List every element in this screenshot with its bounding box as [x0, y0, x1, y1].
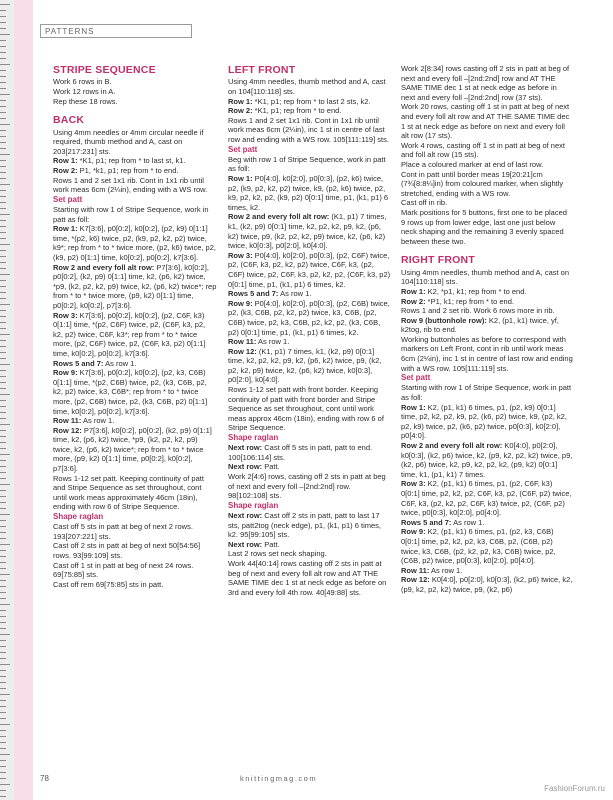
ruler-tick: [0, 490, 6, 491]
ruler-tick: [0, 154, 10, 155]
ruler-tick: [0, 502, 6, 503]
ruler-tick: [0, 334, 10, 335]
row-instruction: Patt.: [262, 462, 280, 472]
row-label: Rows 5 and 7:: [53, 358, 104, 368]
ruler-tick: [0, 448, 6, 449]
row-label: Row 12:: [401, 575, 430, 585]
ruler-tick: [0, 562, 6, 563]
ruler-tick: [0, 442, 6, 443]
pattern-row: [228, 347, 392, 385]
body-text: Starting with row 1 of Stripe Sequence, work in patt as foll:: [401, 383, 572, 403]
pattern-row: [228, 251, 392, 289]
ruler-tick: [0, 718, 6, 719]
subsection-heading: Set patt: [401, 373, 431, 383]
row-instruction: *P1, k1; rep from * to end.: [425, 296, 514, 306]
ruler-tick: [0, 394, 10, 395]
row-label: Row 1:: [401, 286, 426, 296]
ruler-tick: [0, 244, 10, 245]
ruler-tick: [0, 238, 6, 239]
pattern-row: [401, 297, 573, 307]
ruler-tick: [0, 496, 6, 497]
ruler-tick: [0, 622, 6, 623]
row-instruction: K2, (p1, k1) twice, yf, k2tog, rib to end.: [401, 315, 559, 335]
row-label: Row 9:: [401, 527, 426, 537]
row-label: Row 3:: [228, 250, 253, 260]
ruler-tick: [0, 106, 6, 107]
ruler-tick: [0, 352, 6, 353]
body-text: Last 2 rows set neck shaping.: [228, 549, 327, 559]
ruler-tick: [0, 202, 6, 203]
row-instruction: K7[3:6], p0[0:2], k0[0:2], (p2, k9) 0[1:1] time, *(p2, k6) twice, p2, (k9, p2, k2, p2) twice, k9*; rep from * to * twice more, (p2, k6) twice, p2, (k9, p2) 0[1:1] time, k0[0:2], p0[0:2], k7[3:6].: [53, 224, 216, 263]
ruler-tick: [0, 196, 6, 197]
pattern-row: [228, 212, 392, 250]
ruler-tick: [0, 112, 6, 113]
ruler-tick: [0, 364, 10, 365]
row-label: Row 9 (buttonhole row):: [401, 315, 487, 325]
pattern-row: [228, 289, 392, 299]
row-label: Row 1:: [53, 156, 78, 166]
ruler-tick: [0, 544, 10, 545]
ruler-tick: [0, 220, 6, 221]
row-label: Row 12:: [228, 346, 257, 356]
ruler-tick: [0, 604, 10, 605]
ruler-tick: [0, 268, 6, 269]
ruler-tick: [0, 178, 6, 179]
row-instruction: K0[4:0], p0[2:0], k0[0:3], (k2, p6) twice, k2, (p9, k2, p2, k2) twice, p9, (k2, p6): [401, 575, 573, 594]
ruler-tick: [0, 682, 6, 683]
ruler-tick: [0, 214, 10, 215]
body-text: Rows 1 and 2 set 1x1 rib. Cont in 1x1 rib until work meas 6cm (2¼in), ending with a WS row.: [53, 175, 208, 195]
row-label: Row 1:: [53, 224, 78, 234]
row-instruction: As row 1.: [451, 517, 485, 527]
ruler-tick: [0, 568, 6, 569]
ruler-tick: [0, 142, 6, 143]
row-label: Row 1:: [228, 174, 253, 184]
ruler-tick: [0, 376, 6, 377]
row-label: Row 1:: [401, 402, 426, 412]
row-instruction: P0[4:0], k0[2:0], p0[0:3], (p2, k6) twice, p2, (k9, p2, k2, p2) twice, k9, (p2, k6) twice, p2, k9, p2, k2, p2, (k9, p2) 0[0:1] time, p1, (k1, p1) 6 times, k2.: [228, 174, 389, 212]
ruler-tick: [0, 706, 6, 707]
row-label: Row 1:: [228, 96, 253, 106]
body-text: Mark positions for 5 buttons, first one to be placed 9 rows up from lower edge, last one just below neck shaping and the remaining 3 evenly spaced between these two.: [401, 207, 567, 246]
ruler-tick: [0, 382, 6, 383]
row-instruction: P1, *k1, p1; rep from * to end.: [77, 166, 179, 176]
ruler-tick: [0, 436, 6, 437]
ruler-tick: [0, 82, 6, 83]
pattern-row: [401, 527, 573, 565]
row-label: Next row:: [228, 511, 263, 521]
ruler-tick: [0, 118, 6, 119]
body-text: Cast off in rib.: [401, 198, 448, 208]
ruler-tick: [0, 628, 6, 629]
ruler-tick: [0, 586, 6, 587]
ruler-tick: [0, 208, 6, 209]
row-instruction: P0[4:0], k0[2:0], p0[0:3], (p2, C6B) twice, p2, (k3, C6B, p2, k2, p2) twice, k3, C6B, (p2, C6B) twice, p2, k3, C6B, p2, k2, p2, (k3, C6B, p2) 0[0:1] time, p1, (k1, p1) 6 times, k2.: [228, 298, 390, 337]
row-instruction: K2, (p1, k1) 6 times, p1, (p2, C6F, k3) 0[0:1] time, p2, k2, p2, C6F, k3, p2, (C6F, p2) twice, C6F, k3, (p2, k2, p2, C6F, k3) twice, p2, (C6F, p2) twice, p0[0:3], k0[2:0], p0[4:0].: [401, 479, 572, 518]
section-heading: LEFT FRONT: [228, 64, 296, 76]
ruler-tick: [0, 598, 6, 599]
ruler-tick: [0, 184, 10, 185]
ruler-tick: [0, 460, 6, 461]
ruler-tick: [0, 418, 6, 419]
body-text: Work 44[40:14] rows casting off 2 sts in patt at beg of next and every foll alt row and AT THE SAME TIME dec 1 st at neck edge as before on 3rd and every foll 4th row. 40[49:88] sts.: [228, 559, 387, 597]
ruler-tick: [0, 52, 6, 53]
ruler-tick: [0, 250, 6, 251]
ruler-tick: [0, 634, 10, 635]
ruler-tick: [0, 298, 6, 299]
row-instruction: K0[4:0], p0[2:0], k0[0:3], (k2, p6) twice, k2, (p9, k2, p2, k2) twice, p9, (k2, p6) twice, k2, p9, k2, p2, k2, (p9, k2) 0[0:1] time, k1, (p1, k1) 7 times.: [401, 441, 573, 479]
pattern-row: [228, 174, 392, 212]
ruler-tick: [0, 262, 6, 263]
body-text: Rows 1 and 2 set 1x1 rib. Cont in 1x1 rib until work meas 6cm (2¼in), inc 1 st in centre of last row and ending with a WS row. 105[111:119] sts.: [228, 115, 389, 144]
ruler-tick: [0, 94, 10, 95]
body-text: Rows 1 and 2 set rib. Work 6 rows more in rib.: [401, 306, 555, 316]
ruler-tick: [0, 292, 6, 293]
ruler-tick: [0, 478, 6, 479]
ruler-tick: [0, 76, 6, 77]
row-instruction: Cast off 2 sts in patt, patt to last 17 sts, patt2tog (neck edge), p1, (k1, p1) 6 times, k2. 95[99:105] sts.: [228, 511, 381, 540]
ruler-tick: [0, 274, 10, 275]
body-text: Cast off rem 69[75:85] sts in patt.: [53, 579, 164, 589]
pattern-row: [53, 263, 217, 311]
pattern-row: [228, 299, 392, 337]
ruler-tick: [0, 508, 6, 509]
ruler-tick: [0, 514, 10, 515]
row-label: Row 11:: [228, 337, 257, 347]
ruler-tick: [0, 190, 6, 191]
ruler-tick: [0, 532, 6, 533]
pattern-row: [401, 441, 573, 479]
row-instruction: As row 1.: [278, 289, 312, 299]
column-3: [401, 64, 573, 595]
ruler-tick: [0, 328, 6, 329]
row-label: Row 2 and every foll alt row:: [228, 212, 330, 222]
pattern-row: [53, 156, 217, 166]
row-label: Row 9:: [228, 298, 253, 308]
ruler-tick: [0, 34, 10, 35]
row-label: Row 3:: [53, 310, 78, 320]
ruler-tick: [0, 412, 6, 413]
ruler-tick: [0, 370, 6, 371]
body-text: Cont in patt until border meas 19[20:21]cm (7¾[8:8¼]in) from coloured marker, when slightly stretched, ending with a WS row.: [401, 169, 564, 198]
body-text: Work 20 rows, casting off 1 st in patt at beg of next and every foll alt row and AT THE SAME TIME dec 1 st at neck edge as before on next and every foll alt row (17 sts).: [401, 102, 570, 141]
row-label: Next row:: [228, 539, 263, 549]
row-instruction: *K1, p1; rep from * to end.: [252, 106, 342, 116]
pattern-row: [53, 426, 217, 474]
ruler-tick: [0, 676, 6, 677]
row-instruction: K2, (p1, k1) 6 times, p1, (p2, k3, C6B) 0[0:1] time, p2, k2, p2, k3, C6B, p2, (C6B, p2) twice, k3, C6B, (p2, k2, p2, k3, C6B) twice, p2, (C6B, p2) twice, p0[0:3], k0[2:0], p0[4:0].: [401, 527, 556, 566]
ruler-tick: [0, 388, 6, 389]
ruler-tick: [0, 130, 6, 131]
row-label: Row 2 and every foll alt row:: [53, 262, 155, 272]
section-heading: BACK: [53, 114, 85, 127]
ruler-tick: [0, 526, 6, 527]
section-header: PATTERNS: [40, 24, 192, 38]
body-text: Cast off 2 sts in patt at beg of next 50[54:56] rows. 93[99:109] sts.: [53, 541, 201, 561]
ruler-tick: [0, 796, 6, 797]
ruler-tick: [0, 16, 6, 17]
ruler-tick: [0, 574, 10, 575]
ruler-tick: [0, 424, 10, 425]
pattern-row: [401, 518, 573, 528]
ruler-tick: [0, 778, 6, 779]
row-instruction: Patt.: [262, 539, 280, 549]
pink-margin-strip: [14, 0, 33, 800]
ruler-tick: [0, 472, 6, 473]
body-text: Using 4mm needles, thumb method and A, cast on 104[110:118] sts.: [228, 77, 386, 97]
body-text: Working buttonholes as before to correspond with markers on Left Front, cont in rib until work meas 6cm (2¼in), inc 1 st in centre of last row and ending with a WS row. 105[111:119] sts.: [401, 334, 573, 373]
pattern-row: [401, 479, 573, 517]
ruler-tick: [0, 346, 6, 347]
ruler-tick: [0, 724, 10, 725]
pattern-row: [53, 368, 217, 416]
body-text: Rows 1-12 set patt with front border. Keeping continuity of patt with front border and Stripe Sequence as set throughout, cont until work meas approx 46cm (18in), ending with row 6 of Stripe Sequence.: [228, 385, 384, 433]
ruler-tick: [0, 10, 6, 11]
ruler-tick: [0, 280, 6, 281]
pattern-row: [228, 106, 392, 116]
body-text: Cast off 5 sts in patt at beg of next 2 rows. 193[207:221] sts.: [53, 522, 193, 541]
ruler-tick: [0, 484, 10, 485]
ruler-tick: [0, 694, 10, 695]
ruler-tick: [0, 172, 6, 173]
ruler-tick: [0, 670, 6, 671]
pattern-row: [228, 97, 392, 107]
row-label: Row 2 and every foll alt row:: [401, 441, 503, 451]
ruler-tick: [0, 730, 6, 731]
ruler-tick: [0, 772, 6, 773]
ruler-tick: [0, 766, 6, 767]
row-label: Rows 5 and 7:: [401, 517, 452, 527]
row-instruction: As row 1.: [103, 358, 137, 368]
ruler-tick: [0, 136, 6, 137]
ruler-tick: [0, 286, 6, 287]
ruler-tick: [0, 28, 6, 29]
ruler-tick: [0, 256, 6, 257]
pattern-row: [401, 566, 573, 576]
column-1: [53, 64, 217, 589]
ruler-tick: [0, 310, 6, 311]
body-text: Rep these 18 rows.: [53, 96, 118, 106]
ruler-tick: [0, 88, 6, 89]
ruler-tick: [0, 70, 6, 71]
row-instruction: P7[3:6], k0[0:2], p0[0:2], (k2, p9) 0[1:1] time, k2, (p6, k2) twice, *p9, (k2, p2, k2, p9) twice, k2, (p6, k2) twice*; rep from * to * twice more, (p9, k2) 0[1:1] time, p0[0:2], k0[0:2], p7[3:6].: [53, 425, 212, 474]
subsection-heading: Set patt: [53, 194, 83, 204]
ruler-tick: [0, 640, 6, 641]
ruler-tick: [0, 406, 6, 407]
ruler-tick: [0, 742, 6, 743]
site-url: knittingmag.com: [240, 774, 318, 783]
ruler-tick: [0, 748, 6, 749]
body-text: Work 2[4:6] rows, casting off 2 sts in patt at beg of next and every foll –[2nd:2nd] row. 98[102:108] sts.: [228, 472, 386, 501]
subsection-heading: Shape raglan: [228, 433, 279, 443]
column-2: [228, 64, 392, 597]
ruler-tick: [0, 22, 6, 23]
row-label: Next row:: [228, 462, 263, 472]
pattern-row: [53, 416, 217, 426]
ruler-tick: [0, 40, 6, 41]
ruler-tick: [0, 760, 6, 761]
pattern-row: [53, 359, 217, 369]
row-instruction: (K1, p1) 7 times, k1, (k2, p9) 0[0:1] time, k2, p2, k2, p9, k2, (p6, k2) twice, p9, (k2, p2, k2, p9) twice, k2, (p6, k2) twice, k0[0:3], p0[2:0], k0[4:0].: [228, 346, 382, 385]
ruler-tick: [0, 664, 10, 665]
ruler-tick: [0, 688, 6, 689]
body-text: Cast off 1 st in patt at beg of next 24 rows. 69[75:85] sts.: [53, 560, 194, 580]
pattern-row: [401, 287, 573, 297]
pattern-row: [228, 462, 392, 472]
row-label: Row 2:: [228, 106, 253, 116]
subsection-heading: Shape raglan: [53, 512, 104, 522]
row-instruction: P7[3:6], k0[0:2], p0[0:2], (k2, p9) 0[1:1] time, k2, (p6, k2) twice, *p9, (k2, p2, k2, p9) twice, k2, (p6, k2) twice*; rep from * to * twice more, (p9, k2) 0[1:1] time, p0[0:2], k0[0:2], p7[3:6].: [53, 262, 217, 310]
ruler-tick: [0, 652, 6, 653]
ruler-tick: [0, 784, 10, 785]
row-instruction: K7[3:6], p0[0:2], k0[0:2], (p2, k3, C6B) 0[1:1] time, *(p2, C6B) twice, p2, (k3, C6B, p2, k2, p2) twice, k3, C6B*; rep from * to * twice more, (p2, C6B) twice, p2, (k3, C6B, p2) 0[1:1] time, k0[0:2], p0[0:2], k7[3:6].: [53, 368, 208, 416]
ruler-tick: [0, 754, 10, 755]
row-label: Row 11:: [401, 565, 430, 575]
ruler-tick: [0, 580, 6, 581]
ruler-tick: [0, 226, 6, 227]
row-instruction: K2, *p1, k1; rep from * to end.: [425, 286, 527, 296]
row-label: Next row:: [228, 443, 263, 453]
pattern-row: [401, 403, 573, 441]
ruler-tick: [0, 400, 6, 401]
body-text: Beg with row 1 of Stripe Sequence, work in patt as foll:: [228, 154, 386, 174]
ruler-tick: [0, 304, 10, 305]
row-label: Row 2:: [401, 296, 426, 306]
ruler-tick: [0, 700, 6, 701]
pattern-row: [228, 443, 392, 462]
row-label: Row 11:: [53, 416, 82, 426]
row-instruction: Cast off 5 sts in patt, patt to end. 100[106:114] sts.: [228, 443, 373, 462]
body-text: Using 4mm needles or 4mm circular needle if required, thumb method and A, cast on 203[217:231] sts.: [53, 127, 204, 156]
row-label: Row 2:: [53, 166, 78, 176]
body-text: Work 6 rows in B.: [53, 77, 112, 87]
pattern-row: [401, 316, 573, 335]
ruler-tick: [0, 316, 6, 317]
ruler-tick: [0, 790, 6, 791]
row-label: Rows 5 and 7:: [228, 289, 279, 299]
ruler-tick: [0, 712, 6, 713]
ruler-tick: [0, 610, 6, 611]
pattern-row: [53, 311, 217, 359]
ruler-tick: [0, 592, 6, 593]
body-text: Starting with row 1 of Stripe Sequence, work in patt as foll:: [53, 205, 209, 224]
subsection-heading: Shape raglan: [228, 500, 279, 510]
pattern-row: [401, 575, 573, 594]
row-instruction: As row 1.: [429, 565, 463, 575]
ruler-tick: [0, 4, 10, 5]
pattern-row: [228, 511, 392, 540]
ruler-tick: [0, 616, 6, 617]
watermark: FashionForum.ru: [544, 784, 605, 793]
row-label: Row 3:: [401, 479, 426, 489]
section-heading: RIGHT FRONT: [401, 254, 475, 267]
pattern-row: [53, 166, 217, 176]
pattern-row: [53, 224, 217, 262]
ruler-tick: [0, 46, 6, 47]
ruler-tick: [0, 166, 6, 167]
subsection-heading: Set patt: [228, 144, 258, 154]
ruler-tick: [0, 658, 6, 659]
ruler-tick: [0, 538, 6, 539]
pattern-row: [228, 337, 392, 347]
ruler-tick: [0, 100, 6, 101]
body-text: Rows 1-12 set patt. Keeping continuity of patt and Stripe Sequence as set throughout, cont until work meas approximately 46cm (18in), ending with row 6 of Stripe Sequence.: [53, 473, 204, 512]
ruler-tick: [0, 646, 6, 647]
row-instruction: K2, (p1, k1) 6 times, p1, (p2, k9) 0[0:1] time, p2, k2, p2, k9, p2, (k6, p2) twice, k9, (p2, k2, p2, k9) twice, p2, (k6, p2) twice, p0[0:3], k0[2:0], p0[4:0].: [401, 402, 567, 441]
section-heading: STRIPE SEQUENCE: [53, 64, 156, 76]
ruler-tick: [0, 148, 6, 149]
page-number: 78: [40, 774, 49, 783]
row-instruction: As row 1.: [81, 416, 115, 426]
body-text: Work 2[8:34] rows casting off 2 sts in patt at beg of next and every foll –[2nd:2nd] row and AT THE SAME TIME dec 1 st at neck edge as before in next and every foll –[2nd:2nd] row (37 sts).: [401, 64, 570, 102]
ruler-tick: [0, 466, 6, 467]
body-text: Work 4 rows, casting off 1 st in patt at beg of next and foll alt row (15 sts).: [401, 140, 565, 160]
ruler-tick: [0, 64, 10, 65]
row-label: Row 12:: [53, 425, 82, 435]
ruler-tick: [0, 430, 6, 431]
ruler-tick: [0, 340, 6, 341]
row-instruction: *K1, p1; rep from * to last st, k1.: [77, 156, 186, 166]
ruler-tick: [0, 358, 6, 359]
ruler-tick: [0, 454, 10, 455]
row-instruction: (K1, p1) 7 times, k1, (k2, p9) 0[0:1] time, k2, p2, k2, p9, k2, (p6, k2) twice, p9, (k2, p2, k2, p9) twice, k2, (p6, k2) twice, k0[0:3], p0[2:0], k0[4:0].: [228, 212, 387, 251]
row-label: Row 9:: [53, 368, 78, 378]
body-text: Work 12 rows in A.: [53, 87, 116, 97]
row-instruction: K7[3:6], p0[0:2], k0[0:2], (p2, C6F, k3) 0[1:1] time, *(p2, C6F) twice, p2, (C6F, k3, p2, k2, p2) twice, C6F, k3*; rep from * to * twice more, (p2, C6F) twice, p2, (C6F, k3, p2) 0[1:1] time, k0[0:2], p0[0:2], k7[3:6].: [53, 310, 206, 358]
body-text: Place a coloured marker at end of last row.: [401, 159, 544, 169]
ruler-tick: [0, 58, 6, 59]
ruler-strip: [0, 0, 15, 800]
ruler-tick: [0, 520, 6, 521]
pattern-row: [228, 540, 392, 550]
body-text: Using 4mm needles, thumb method and A, cast on 104[110:118] sts.: [401, 267, 570, 287]
row-instruction: P0[4:0], k0[2:0], p0[0:3], (p2, C6F) twice, p2, (C6F, k3, p2, k2, p2) twice, C6F, k3, (p2, C6F) twice, p2, C6F, k3, p2, k2, p2, (C6F, k3, p2) 0[0:1] time, p1, (k1, p1) 6 times, k2.: [228, 250, 391, 289]
ruler-tick: [0, 556, 6, 557]
ruler-tick: [0, 736, 6, 737]
ruler-tick: [0, 232, 6, 233]
ruler-tick: [0, 550, 6, 551]
ruler-tick: [0, 160, 6, 161]
ruler-tick: [0, 322, 6, 323]
ruler-tick: [0, 124, 10, 125]
row-instruction: As row 1.: [256, 337, 290, 347]
row-instruction: *K1, p1; rep from * to last 2 sts, k2.: [252, 96, 371, 106]
